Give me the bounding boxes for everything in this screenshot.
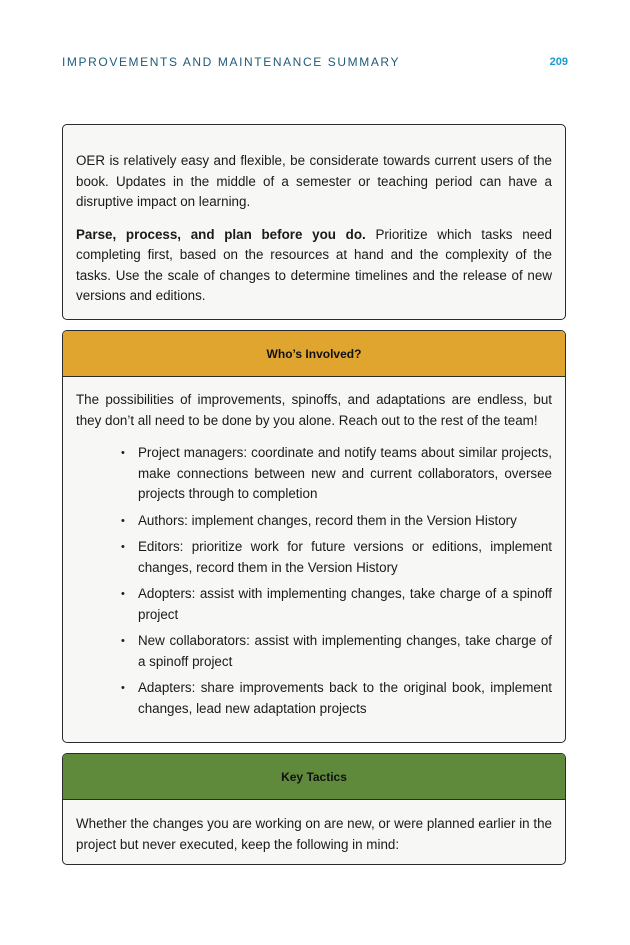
parse-rest: Prioritize which tasks need completing first, based on the resources at hand and the complexity of the tasks. Use the scale of changes to determine timelines and the release of new versions and editions.	[76, 226, 552, 303]
list-item: • Project managers: coordinate and notify teams about similar projects, make connections between new and current collaborators, oversee projects through to completion	[121, 445, 552, 501]
list-item: • Adopters: assist with implementing changes, take charge of a spinoff project	[121, 586, 552, 622]
whos-involved-textbox	[62, 330, 566, 743]
roles-list	[76, 443, 552, 719]
bullet-icon: •	[121, 514, 125, 527]
bullet-icon: •	[121, 588, 125, 600]
key-tactics-textbox	[62, 753, 566, 865]
bullet-icon: •	[121, 635, 125, 647]
whos-involved-header: Who’s Involved?	[63, 331, 565, 377]
list-item: • New collaborators: assist with implementing changes, take charge of a spinoff project	[121, 633, 552, 669]
parse-paragraph	[76, 225, 552, 307]
bullet-icon: •	[121, 541, 125, 553]
intro-paragraph: OER is relatively easy and flexible, be considerate towards current users of the book. Updates in the middle of a semester or teaching period can have a disruptive impact on learning.	[76, 153, 552, 209]
page-number: 209	[549, 56, 568, 68]
running-head	[62, 55, 568, 69]
running-title: IMPROVEMENTS AND MAINTENANCE SUMMARY	[62, 55, 401, 69]
list-item: • Authors: implement changes, record them in the Version History	[125, 511, 552, 532]
parse-lead: Parse, process, and plan before you do.	[76, 226, 366, 242]
intro-textbox	[62, 124, 566, 320]
whos-involved-intro: The possibilities of improvements, spinoffs, and adaptations are endless, but they don’t all need to be done by you alone. Reach out to the rest of the team!	[76, 392, 552, 428]
bullet-icon: •	[121, 447, 125, 459]
list-item: • Adapters: share improvements back to the original book, implement changes, lead new adaptation projects	[121, 680, 552, 716]
list-item: • Editors: prioritize work for future versions or editions, implement changes, record them in the Version History	[121, 539, 552, 575]
bullet-icon: •	[121, 682, 125, 694]
key-tactics-intro: Whether the changes you are working on are new, or were planned earlier in the project but never executed, keep the following in mind:	[76, 816, 552, 852]
key-tactics-header: Key Tactics	[63, 754, 565, 800]
